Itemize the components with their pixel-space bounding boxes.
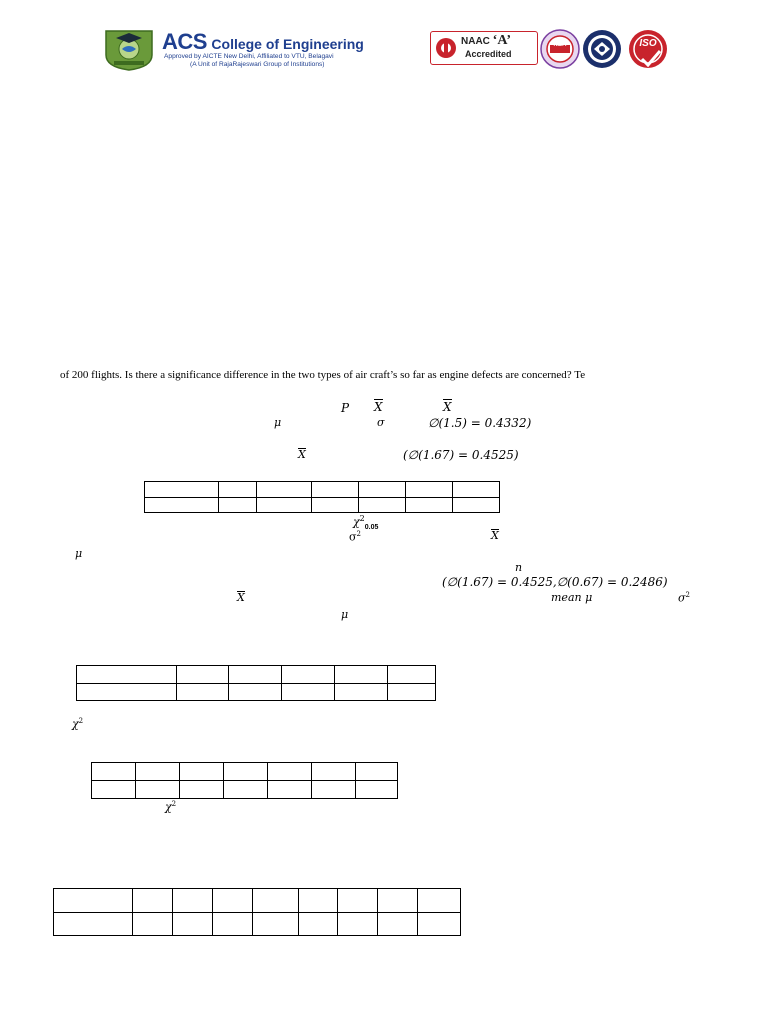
table-cell [180,763,224,781]
college-name [162,29,364,55]
naac-line1 [461,33,511,49]
symbol-xbar-3: X [298,448,306,461]
table-row [54,889,461,913]
table-cell [133,889,173,913]
table-cell [180,781,224,799]
sigma-sym-2: σ [349,530,357,544]
naac-accredited: Accredited [465,49,512,59]
table-cell [378,889,418,913]
table-row [145,497,500,513]
table-cell [229,666,282,684]
seal-badge-icon [582,29,622,69]
table-cell [253,912,299,936]
table-cell [312,781,356,799]
table-cell [219,497,257,513]
symbol-sigma-1: σ [377,416,385,429]
symbol-xbar-2 [443,399,452,414]
table-cell [356,763,398,781]
table-cell [312,763,356,781]
sigma-sup-2: 2 [356,530,361,538]
table-cell [213,912,253,936]
sigma-squared-1 [349,530,361,544]
symbol-mu-1: μ [274,416,282,429]
iso-label: ISO [639,38,657,49]
table-cell [224,763,268,781]
xbar-2-text: X [443,400,452,414]
table-row [92,781,398,799]
table-cell [453,482,500,498]
table-cell [77,683,177,701]
symbol-xbar-4: X [491,529,499,542]
table-cell [92,781,136,799]
xbar-1-text: X [374,400,383,414]
symbol-n: n [515,561,523,574]
chi-square-3 [165,800,176,814]
table-row [54,912,461,936]
table-cell [335,666,388,684]
phi-1-5: ∅(1.5) = 0.4332) [428,416,532,430]
table-cell [338,912,378,936]
question-text: of 200 flights. Is there a significance difference in the two types of air craft’s so far as engine defects are concerned? Te [60,369,586,381]
table-3 [91,762,398,799]
table-cell [145,497,219,513]
table-cell [378,912,418,936]
table-cell [282,666,335,684]
symbol-mu-3: μ [341,608,349,621]
table-cell [335,683,388,701]
table-cell [177,683,229,701]
table-cell [388,666,436,684]
nba-label: NBA [553,42,567,48]
table-cell [406,482,453,498]
table-cell [77,666,177,684]
table-cell [299,889,338,913]
symbol-xbar-1 [374,399,383,414]
table-cell [418,912,461,936]
nba-badge-icon [540,29,580,69]
table-cell [54,889,133,913]
table-cell [268,763,312,781]
chi-sup-2: 2 [78,717,84,725]
table-cell [54,912,133,936]
table-cell [177,666,229,684]
symbol-mu-2: μ [75,547,83,560]
symbol-xbar-5: X [237,591,245,604]
table-cell [136,781,180,799]
naac-label: NAAC [461,36,490,47]
college-name-rest: College of Engineering [211,36,364,52]
table-cell [136,763,180,781]
iso-badge-icon [626,29,670,69]
chi-sup-3: 2 [171,800,177,808]
naac-badge [430,31,538,65]
table-cell [312,497,359,513]
table-cell [133,912,173,936]
table-cell [356,781,398,799]
table-cell [219,482,257,498]
table-cell [282,683,335,701]
chi-square-2 [72,717,83,731]
table-cell [453,497,500,513]
table-2 [76,665,436,701]
header-banner [96,27,678,71]
table-row [77,666,436,684]
table-cell [145,482,219,498]
chi-symbol-3: χ [165,800,172,814]
table-cell [418,889,461,913]
table-cell [229,683,282,701]
unit-line: (A Unit of RajaRajeswari Group of Institutions) [190,61,325,68]
table-cell [213,889,253,913]
college-name-acs: ACS [162,29,207,54]
phi-pair: (∅(1.67) = 0.4525,∅(0.67) = 0.2486) [442,575,668,589]
sigma-sup-3: 2 [685,591,690,599]
table-cell [388,683,436,701]
table-cell [268,781,312,799]
table-cell [299,912,338,936]
naac-grade: ‘A’ [492,33,512,48]
table-cell [359,497,406,513]
table-cell [257,497,312,513]
college-logo-icon [102,29,156,71]
table-cell [173,912,213,936]
table-cell [312,482,359,498]
chi-sub-1: 0.05 [364,523,379,531]
mean-mu: mean μ [551,591,593,604]
table-cell [224,781,268,799]
table-cell [253,889,299,913]
table-4 [53,888,461,936]
naac-emblem-icon [435,37,457,59]
table-row [145,482,500,498]
chi-square-005 [353,514,378,531]
table-cell [92,763,136,781]
chi-sup-1: 2 [359,514,365,523]
table-row [77,683,436,701]
table-cell [173,889,213,913]
approval-line: Approved by AICTE New Delhi, Affiliated to VTU, Belagavi [164,53,334,60]
table-cell [338,889,378,913]
chi-symbol-2: χ [72,717,79,731]
table-cell [257,482,312,498]
table-cell [406,497,453,513]
sigma-squared-2 [678,591,690,605]
table-row [92,763,398,781]
phi-1-67: (∅(1.67) = 0.4525) [403,448,519,462]
chi-symbol-1: χ [353,515,360,529]
sigma-sym-3: σ [678,591,686,605]
symbol-p: P [341,401,350,415]
table-1 [144,481,500,513]
table-cell [359,482,406,498]
